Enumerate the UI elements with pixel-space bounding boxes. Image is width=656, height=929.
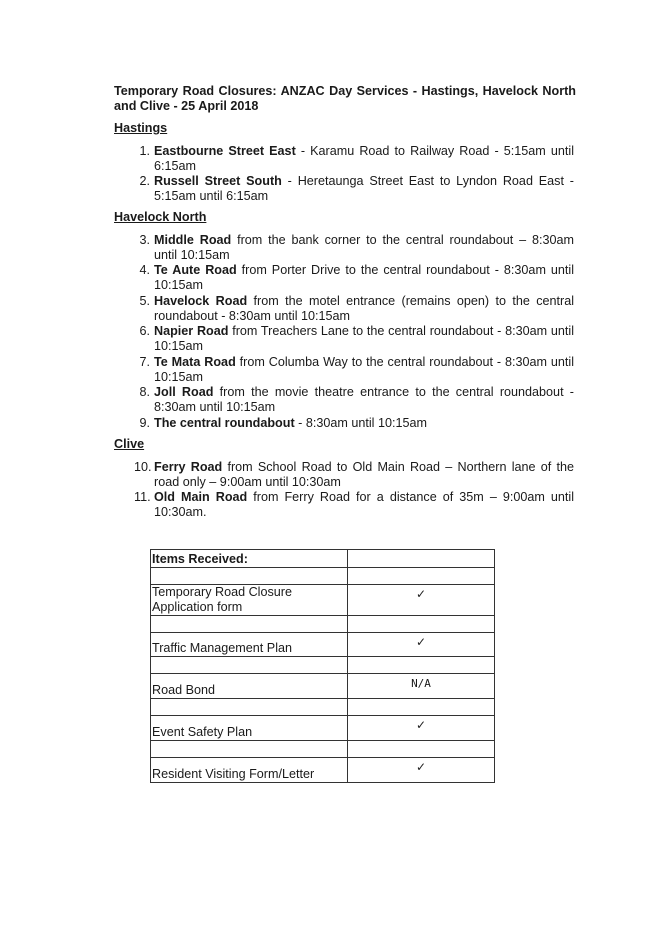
item-status <box>348 633 495 657</box>
road-name: Middle Road <box>154 233 232 247</box>
item-status <box>348 674 495 699</box>
item-number: 4. <box>139 263 150 277</box>
table-row <box>151 674 495 699</box>
item-text <box>154 460 574 490</box>
table-spacer-row <box>151 699 495 716</box>
closure-details: - Heretaunga Street East to Lyndon Road East - 5:15am until 6:15am <box>154 174 575 203</box>
item-label: Resident Visiting Form/Letter <box>151 758 348 783</box>
road-name: Old Main Road <box>154 490 248 504</box>
road-name: Eastbourne Street East <box>154 144 296 158</box>
closure-details: from Porter Drive to the central roundabout - 8:30am until 10:15am <box>154 263 574 292</box>
closure-details: from School Road to Old Main Road – Northern lane of the road only – 9:00am until 10:30am <box>154 460 574 489</box>
section-heading-havelock-north: Havelock North <box>114 210 207 224</box>
item-text <box>154 355 574 385</box>
item-number: 1. <box>139 144 150 158</box>
item-number: 9. <box>139 416 150 430</box>
item-status <box>348 716 495 741</box>
table-row <box>151 758 495 783</box>
item-number: 11. <box>134 490 151 504</box>
table-spacer-row <box>151 741 495 758</box>
item-status <box>348 585 495 616</box>
closure-details: - Karamu Road to Railway Road - 5:15am until 6:15am <box>154 144 574 173</box>
item-text <box>154 416 574 431</box>
closure-details: from the bank corner to the central roundabout – 8:30am until 10:15am <box>154 233 574 262</box>
road-name: Ferry Road <box>154 460 223 474</box>
items-received-table <box>150 549 495 783</box>
closure-details: from the motel entrance (remains open) to the central roundabout - 8:30am until 10:15am <box>154 294 575 323</box>
items-received-heading: Items Received: <box>152 552 248 566</box>
table-header-cell <box>151 550 348 568</box>
item-text <box>154 263 574 293</box>
table-spacer-row <box>151 657 495 674</box>
table-cell <box>348 550 495 568</box>
closure-details: from Treachers Lane to the central roundabout - 8:30am until 10:15am <box>154 324 574 353</box>
item-text <box>154 174 574 204</box>
road-name: The central roundabout <box>154 416 295 430</box>
item-number: 8. <box>139 385 150 399</box>
item-number: 3. <box>139 233 150 247</box>
road-name: Joll Road <box>154 385 214 399</box>
item-text <box>154 144 574 174</box>
closure-details: from the movie theatre entrance to the central roundabout - 8:30am until 10:15am <box>154 385 574 414</box>
checkmark-icon: ✓ <box>415 718 427 732</box>
table-row <box>151 585 495 616</box>
item-text <box>154 294 574 324</box>
item-text <box>154 385 574 415</box>
item-text <box>154 324 574 354</box>
closure-details: from Columba Way to the central roundabout - 8:30am until 10:15am <box>154 355 575 384</box>
section-heading-clive: Clive <box>114 437 145 451</box>
item-number: 6. <box>139 324 150 338</box>
item-label: Traffic Management Plan <box>151 633 348 657</box>
table-spacer-row <box>151 568 495 585</box>
item-status <box>348 758 495 783</box>
checkmark-icon: ✓ <box>415 635 427 649</box>
table-spacer-row <box>151 616 495 633</box>
item-number: 10. <box>134 460 152 474</box>
road-name: Russell Street South <box>154 174 282 188</box>
not-applicable-text: N/A <box>411 677 431 690</box>
section-heading-hastings: Hastings <box>114 121 168 135</box>
closure-details: - 8:30am until 10:15am <box>294 416 427 430</box>
table-row <box>151 716 495 741</box>
document-title: Temporary Road Closures: ANZAC Day Services - Hastings, Havelock North and Clive - 25 April 2018 <box>114 84 576 113</box>
item-label: Event Safety Plan <box>151 716 348 741</box>
item-number: 5. <box>139 294 150 308</box>
item-text <box>154 490 574 520</box>
checkmark-icon: ✓ <box>415 760 427 774</box>
road-name: Havelock Road <box>154 294 248 308</box>
closure-details: from Ferry Road for a distance of 35m – 9:00am until 10:30am. <box>154 490 575 519</box>
table-header-row <box>151 550 495 568</box>
item-number: 2. <box>139 174 150 188</box>
table-row <box>151 633 495 657</box>
road-name: Napier Road <box>154 324 229 338</box>
item-label: Road Bond <box>151 674 348 699</box>
checkmark-icon: ✓ <box>415 587 427 601</box>
road-name: Te Aute Road <box>154 263 237 277</box>
item-text <box>154 233 574 263</box>
item-number: 7. <box>139 355 150 369</box>
item-label: Temporary Road Closure Application form <box>151 585 348 616</box>
road-name: Te Mata Road <box>154 355 236 369</box>
